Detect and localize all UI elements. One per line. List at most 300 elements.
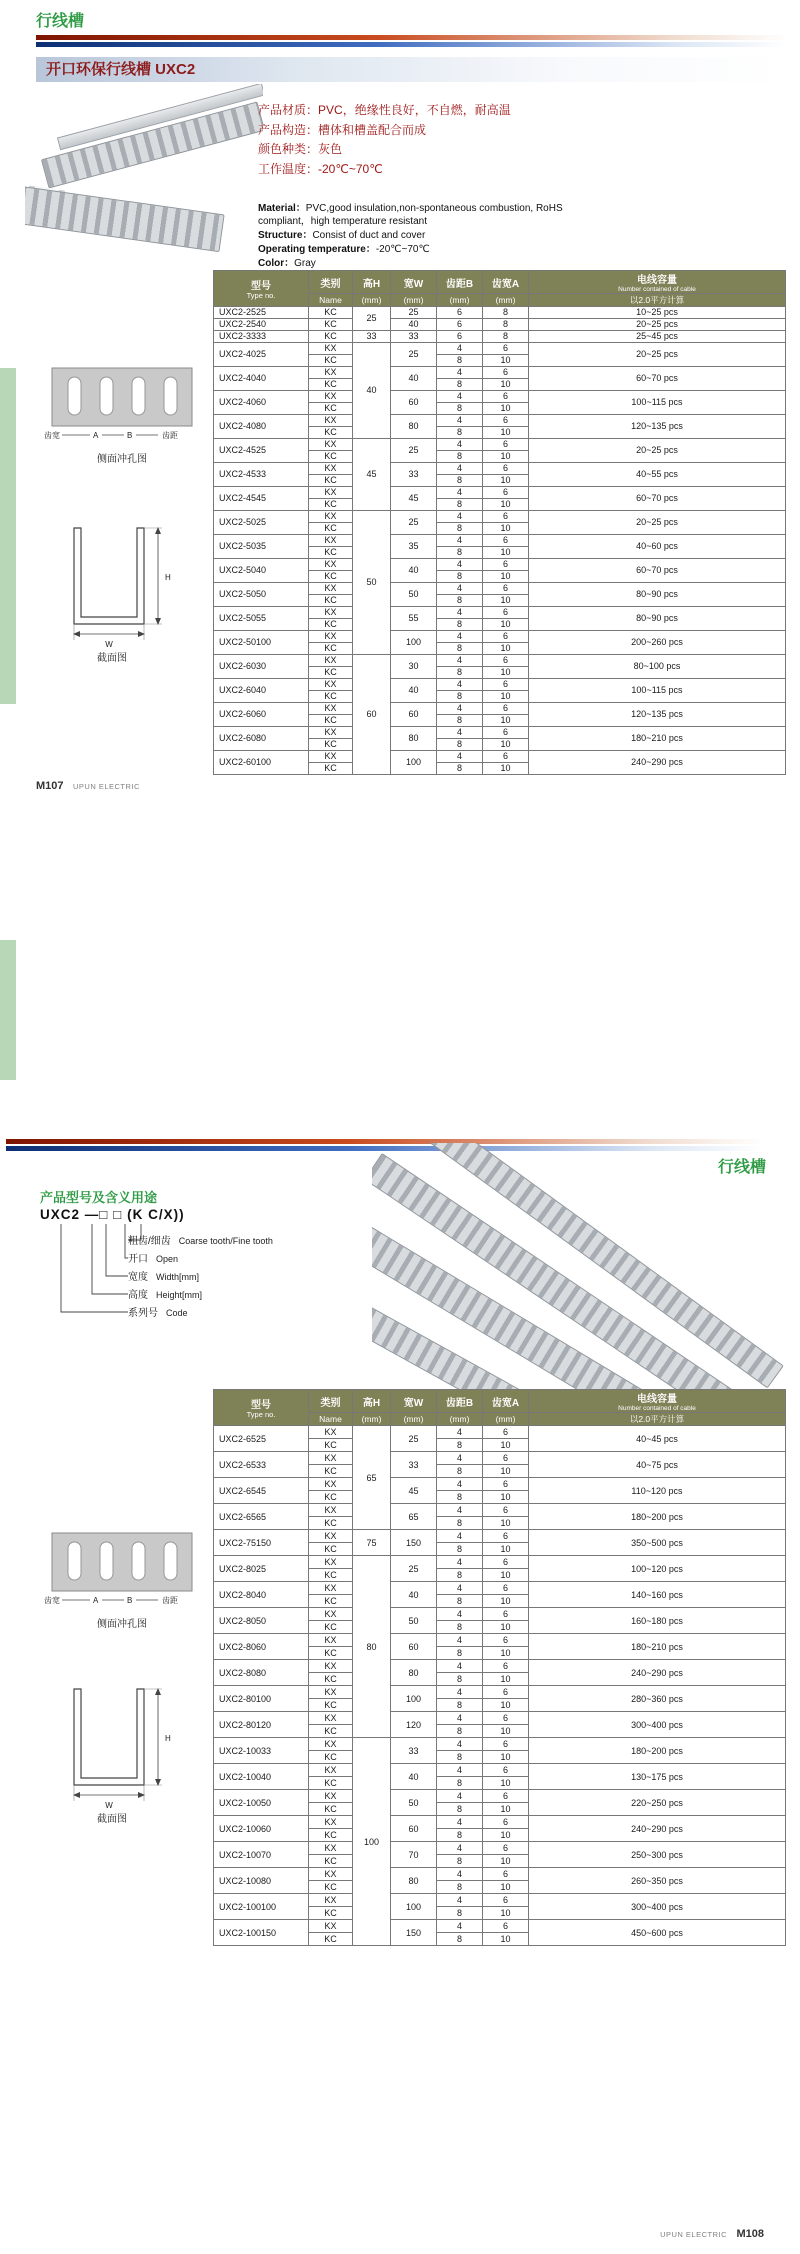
cell-cap: 180~210 pcs bbox=[529, 727, 786, 751]
cell-b: 4 bbox=[437, 559, 483, 571]
cell-name: KX bbox=[309, 1582, 353, 1595]
green-margin-strip bbox=[0, 940, 16, 1080]
cell-a: 10 bbox=[483, 1699, 529, 1712]
cell-cap: 20~25 pcs bbox=[529, 319, 786, 331]
product-specs-cn bbox=[258, 101, 511, 179]
cell-b: 4 bbox=[437, 1530, 483, 1543]
col-header-b: 齿距B bbox=[437, 271, 483, 294]
blue-gradient-rule bbox=[36, 42, 788, 47]
cell-name: KX bbox=[309, 1452, 353, 1465]
col-header-capacity: 电线容量 Number contained of cable bbox=[529, 271, 786, 294]
cell-name: KC bbox=[309, 307, 353, 319]
table-row bbox=[214, 463, 786, 475]
col-header-a-unit: (mm) bbox=[483, 294, 529, 307]
cell-name: KC bbox=[309, 379, 353, 391]
cell-b: 4 bbox=[437, 751, 483, 763]
cell-b: 4 bbox=[437, 1738, 483, 1751]
col-header-w: 宽W bbox=[391, 271, 437, 294]
cell-name: KX bbox=[309, 511, 353, 523]
cell-b: 8 bbox=[437, 715, 483, 727]
spec-line: Structure：Consist of duct and cover bbox=[258, 230, 426, 241]
cell-w: 65 bbox=[391, 1504, 437, 1530]
cell-b: 8 bbox=[437, 643, 483, 655]
cell-type: UXC2-10070 bbox=[214, 1842, 309, 1868]
cell-w: 33 bbox=[391, 1452, 437, 1478]
cell-a: 10 bbox=[483, 763, 529, 775]
cell-h: 65 bbox=[353, 1426, 391, 1530]
cell-cap: 180~200 pcs bbox=[529, 1738, 786, 1764]
cell-name: KX bbox=[309, 1816, 353, 1829]
cell-type: UXC2-100100 bbox=[214, 1894, 309, 1920]
cell-w: 33 bbox=[391, 463, 437, 487]
cell-cap: 300~400 pcs bbox=[529, 1894, 786, 1920]
cell-type: UXC2-6040 bbox=[214, 679, 309, 703]
cell-name: KC bbox=[309, 1829, 353, 1842]
cell-b: 4 bbox=[437, 1686, 483, 1699]
cell-type: UXC2-10040 bbox=[214, 1764, 309, 1790]
cell-name: KX bbox=[309, 1738, 353, 1751]
cell-h: 100 bbox=[353, 1738, 391, 1946]
cell-cap: 350~500 pcs bbox=[529, 1530, 786, 1556]
cell-b: 4 bbox=[437, 1816, 483, 1829]
page-corner-label: 行线槽 bbox=[36, 13, 85, 30]
cell-b: 6 bbox=[437, 307, 483, 319]
cell-h: 40 bbox=[353, 343, 391, 439]
cell-b: 8 bbox=[437, 1439, 483, 1452]
cell-name: KX bbox=[309, 1530, 353, 1543]
cell-name: KC bbox=[309, 1907, 353, 1920]
cell-type: UXC2-100150 bbox=[214, 1920, 309, 1946]
table-row bbox=[214, 1582, 786, 1595]
col-header-capacity-note: 以2.0平方计算 bbox=[529, 294, 786, 307]
cell-type: UXC2-5050 bbox=[214, 583, 309, 607]
cell-a: 6 bbox=[483, 415, 529, 427]
cell-type: UXC2-10080 bbox=[214, 1868, 309, 1894]
table-row bbox=[214, 679, 786, 691]
page-number: M108 bbox=[736, 2228, 764, 2240]
cell-a: 6 bbox=[483, 1608, 529, 1621]
cell-name: KC bbox=[309, 571, 353, 583]
cell-w: 60 bbox=[391, 1816, 437, 1842]
cell-w: 50 bbox=[391, 1608, 437, 1634]
cell-name: KX bbox=[309, 583, 353, 595]
col-header-b-unit: (mm) bbox=[437, 294, 483, 307]
cell-type: UXC2-6565 bbox=[214, 1504, 309, 1530]
table-row bbox=[214, 487, 786, 499]
cell-a: 6 bbox=[483, 511, 529, 523]
cell-b: 4 bbox=[437, 1842, 483, 1855]
cell-a: 6 bbox=[483, 1660, 529, 1673]
table-row bbox=[214, 415, 786, 427]
cell-type: UXC2-10050 bbox=[214, 1790, 309, 1816]
cell-cap: 80~90 pcs bbox=[529, 607, 786, 631]
cell-type: UXC2-3333 bbox=[214, 331, 309, 343]
cell-name: KC bbox=[309, 619, 353, 631]
cell-w: 60 bbox=[391, 1634, 437, 1660]
col-header-capacity: 电线容量 Number contained of cable bbox=[529, 1390, 786, 1413]
cell-w: 33 bbox=[391, 1738, 437, 1764]
cell-a: 6 bbox=[483, 607, 529, 619]
cell-a: 10 bbox=[483, 595, 529, 607]
cell-a: 6 bbox=[483, 583, 529, 595]
table-row bbox=[214, 439, 786, 451]
cell-b: 4 bbox=[437, 1712, 483, 1725]
cell-cap: 20~25 pcs bbox=[529, 343, 786, 367]
cell-h: 80 bbox=[353, 1556, 391, 1738]
cell-a: 10 bbox=[483, 643, 529, 655]
cell-b: 6 bbox=[437, 331, 483, 343]
cell-cap: 160~180 pcs bbox=[529, 1608, 786, 1634]
cell-type: UXC2-6533 bbox=[214, 1452, 309, 1478]
cell-name: KX bbox=[309, 1608, 353, 1621]
col-header-b: 齿距B bbox=[437, 1390, 483, 1413]
table-row bbox=[214, 535, 786, 547]
cell-a: 10 bbox=[483, 1829, 529, 1842]
cell-a: 6 bbox=[483, 1764, 529, 1777]
tooth-width-label: 齿宽 bbox=[44, 431, 60, 440]
col-header-name-en: Name bbox=[309, 294, 353, 307]
cell-b: 8 bbox=[437, 1543, 483, 1556]
cell-name: KX bbox=[309, 1842, 353, 1855]
cell-w: 30 bbox=[391, 655, 437, 679]
cell-cap: 140~160 pcs bbox=[529, 1582, 786, 1608]
cell-b: 8 bbox=[437, 739, 483, 751]
cell-name: KC bbox=[309, 739, 353, 751]
cell-name: KC bbox=[309, 427, 353, 439]
cell-b: 4 bbox=[437, 511, 483, 523]
cell-type: UXC2-4545 bbox=[214, 487, 309, 511]
cell-type: UXC2-75150 bbox=[214, 1530, 309, 1556]
cell-a: 10 bbox=[483, 1543, 529, 1556]
brand-name: UPUN ELECTRIC bbox=[660, 2230, 728, 2239]
cell-b: 8 bbox=[437, 1491, 483, 1504]
cell-b: 8 bbox=[437, 547, 483, 559]
page-number: M107 bbox=[36, 780, 64, 792]
cell-type: UXC2-10060 bbox=[214, 1816, 309, 1842]
cell-w: 60 bbox=[391, 391, 437, 415]
spec-line: Material：PVC,good insulation,non-spontaneous combustion, RoHS compliant，high temperature resistant bbox=[258, 203, 563, 227]
cell-a: 6 bbox=[483, 487, 529, 499]
cell-name: KC bbox=[309, 319, 353, 331]
cell-type: UXC2-10033 bbox=[214, 1738, 309, 1764]
brand-name: UPUN ELECTRIC bbox=[72, 782, 140, 791]
col-header-h-unit: (mm) bbox=[353, 1413, 391, 1426]
cell-h: 60 bbox=[353, 655, 391, 775]
cell-w: 80 bbox=[391, 1660, 437, 1686]
cross-section-caption: 截面图 bbox=[97, 653, 127, 664]
cell-b: 4 bbox=[437, 1868, 483, 1881]
cell-a: 10 bbox=[483, 1907, 529, 1920]
cell-name: KX bbox=[309, 727, 353, 739]
cell-cap: 100~120 pcs bbox=[529, 1556, 786, 1582]
cell-a: 10 bbox=[483, 1439, 529, 1452]
table-row bbox=[214, 1790, 786, 1803]
cell-name: KX bbox=[309, 679, 353, 691]
cell-type: UXC2-4025 bbox=[214, 343, 309, 367]
cell-cap: 20~25 pcs bbox=[529, 511, 786, 535]
cell-w: 150 bbox=[391, 1920, 437, 1946]
col-header-a: 齿宽A bbox=[483, 1390, 529, 1413]
cell-b: 8 bbox=[437, 1751, 483, 1764]
green-margin-strip bbox=[0, 368, 16, 704]
cell-name: KX bbox=[309, 1426, 353, 1439]
cell-a: 8 bbox=[483, 307, 529, 319]
table-row bbox=[214, 727, 786, 739]
col-header-name: 类别 bbox=[309, 271, 353, 294]
cell-type: UXC2-4080 bbox=[214, 415, 309, 439]
dim-w-label: W bbox=[105, 1801, 113, 1810]
cell-w: 25 bbox=[391, 511, 437, 535]
cell-a: 10 bbox=[483, 523, 529, 535]
cell-cap: 60~70 pcs bbox=[529, 487, 786, 511]
cell-cap: 80~90 pcs bbox=[529, 583, 786, 607]
cell-a: 6 bbox=[483, 1842, 529, 1855]
cell-a: 10 bbox=[483, 715, 529, 727]
cell-a: 10 bbox=[483, 619, 529, 631]
dim-h-label: H bbox=[165, 1734, 171, 1743]
cell-b: 8 bbox=[437, 1647, 483, 1660]
cell-cap: 240~290 pcs bbox=[529, 1816, 786, 1842]
cell-b: 8 bbox=[437, 475, 483, 487]
cell-b: 8 bbox=[437, 619, 483, 631]
cell-a: 6 bbox=[483, 631, 529, 643]
col-header-h: 高H bbox=[353, 1390, 391, 1413]
col-header-name: 类别 bbox=[309, 1390, 353, 1413]
side-punch-diagram bbox=[42, 1531, 202, 1640]
side-view-caption: 侧面冲孔图 bbox=[97, 1619, 147, 1630]
cell-a: 10 bbox=[483, 1933, 529, 1946]
cell-type: UXC2-4040 bbox=[214, 367, 309, 391]
cell-a: 6 bbox=[483, 1816, 529, 1829]
cell-a: 10 bbox=[483, 571, 529, 583]
cell-a: 6 bbox=[483, 1426, 529, 1439]
cell-name: KX bbox=[309, 1504, 353, 1517]
cell-name: KC bbox=[309, 1699, 353, 1712]
model-code-heading: 产品型号及含义用途 bbox=[40, 1190, 158, 1205]
cell-b: 4 bbox=[437, 679, 483, 691]
cell-name: KC bbox=[309, 475, 353, 487]
cross-section-diagram bbox=[44, 1683, 196, 1830]
table-row bbox=[214, 1660, 786, 1673]
cell-a: 6 bbox=[483, 1582, 529, 1595]
cell-name: KX bbox=[309, 1920, 353, 1933]
cell-name: KC bbox=[309, 1855, 353, 1868]
table-body bbox=[214, 1426, 786, 1946]
cell-a: 10 bbox=[483, 1569, 529, 1582]
cell-w: 40 bbox=[391, 1582, 437, 1608]
col-header-capacity-note: 以2.0平方计算 bbox=[529, 1413, 786, 1426]
code-label-open: 开口 Open bbox=[128, 1254, 179, 1265]
cross-section-drawing bbox=[44, 522, 196, 664]
cell-b: 8 bbox=[437, 355, 483, 367]
cell-a: 10 bbox=[483, 667, 529, 679]
cell-b: 4 bbox=[437, 1608, 483, 1621]
spec-table-2 bbox=[213, 1389, 786, 1946]
cell-a: 6 bbox=[483, 1530, 529, 1543]
cell-type: UXC2-8025 bbox=[214, 1556, 309, 1582]
cell-b: 4 bbox=[437, 1582, 483, 1595]
cell-cap: 260~350 pcs bbox=[529, 1868, 786, 1894]
table-row bbox=[214, 1712, 786, 1725]
cell-type: UXC2-2540 bbox=[214, 319, 309, 331]
cell-w: 150 bbox=[391, 1530, 437, 1556]
dim-w-label: W bbox=[105, 640, 113, 649]
cell-type: UXC2-50100 bbox=[214, 631, 309, 655]
cell-cap: 80~100 pcs bbox=[529, 655, 786, 679]
red-gradient-rule bbox=[36, 35, 788, 40]
catalog-page-2 bbox=[0, 1127, 800, 2254]
cell-b: 4 bbox=[437, 1452, 483, 1465]
cell-cap: 180~210 pcs bbox=[529, 1634, 786, 1660]
cell-cap: 120~135 pcs bbox=[529, 415, 786, 439]
code-label-width: 宽度 Width[mm] bbox=[128, 1272, 200, 1283]
cell-name: KC bbox=[309, 1439, 353, 1452]
cell-cap: 450~600 pcs bbox=[529, 1920, 786, 1946]
cell-b: 8 bbox=[437, 1699, 483, 1712]
cell-b: 8 bbox=[437, 1569, 483, 1582]
product-specs-en bbox=[258, 202, 590, 271]
cell-w: 100 bbox=[391, 1686, 437, 1712]
cell-b: 8 bbox=[437, 1517, 483, 1530]
table-row bbox=[214, 319, 786, 331]
cell-w: 100 bbox=[391, 631, 437, 655]
table-row bbox=[214, 1530, 786, 1543]
table-row bbox=[214, 307, 786, 319]
cell-b: 4 bbox=[437, 1556, 483, 1569]
cell-a: 6 bbox=[483, 1686, 529, 1699]
page-footer bbox=[36, 776, 145, 794]
side-punch-diagram bbox=[42, 366, 202, 475]
cell-name: KX bbox=[309, 1686, 353, 1699]
cell-cap: 100~115 pcs bbox=[529, 679, 786, 703]
cell-b: 8 bbox=[437, 763, 483, 775]
tooth-pitch-label: 齿距 bbox=[162, 1596, 178, 1605]
table-row bbox=[214, 1608, 786, 1621]
spec-line: Color：Gray bbox=[258, 258, 316, 269]
cell-cap: 180~200 pcs bbox=[529, 1504, 786, 1530]
table-header bbox=[214, 271, 786, 307]
col-header-type: 型号 Type no. bbox=[214, 271, 309, 307]
cell-b: 8 bbox=[437, 1725, 483, 1738]
cell-b: 8 bbox=[437, 595, 483, 607]
cell-b: 4 bbox=[437, 727, 483, 739]
cell-a: 10 bbox=[483, 1725, 529, 1738]
table-row bbox=[214, 559, 786, 571]
table-row bbox=[214, 1504, 786, 1517]
cell-name: KC bbox=[309, 715, 353, 727]
cell-a: 10 bbox=[483, 1673, 529, 1686]
cell-type: UXC2-8060 bbox=[214, 1634, 309, 1660]
spec-table-1 bbox=[213, 270, 786, 775]
cell-w: 25 bbox=[391, 1556, 437, 1582]
cell-cap: 40~75 pcs bbox=[529, 1452, 786, 1478]
cell-name: KX bbox=[309, 703, 353, 715]
cell-name: KC bbox=[309, 547, 353, 559]
cell-type: UXC2-5040 bbox=[214, 559, 309, 583]
cell-type: UXC2-5025 bbox=[214, 511, 309, 535]
cell-name: KX bbox=[309, 1868, 353, 1881]
col-header-type: 型号 Type no. bbox=[214, 1390, 309, 1426]
cell-b: 4 bbox=[437, 1634, 483, 1647]
table-header bbox=[214, 1390, 786, 1426]
cell-a: 6 bbox=[483, 1556, 529, 1569]
cell-name: KC bbox=[309, 1933, 353, 1946]
cell-a: 10 bbox=[483, 1803, 529, 1816]
cell-name: KC bbox=[309, 1569, 353, 1582]
cell-w: 45 bbox=[391, 1478, 437, 1504]
table-row bbox=[214, 1634, 786, 1647]
spec-line: Operating temperature：-20℃~70℃ bbox=[258, 244, 430, 255]
cell-a: 10 bbox=[483, 1465, 529, 1478]
cell-a: 10 bbox=[483, 739, 529, 751]
cell-a: 10 bbox=[483, 403, 529, 415]
table-row bbox=[214, 331, 786, 343]
cell-name: KC bbox=[309, 1517, 353, 1530]
cell-cap: 100~115 pcs bbox=[529, 391, 786, 415]
cell-w: 100 bbox=[391, 1894, 437, 1920]
cell-name: KC bbox=[309, 1491, 353, 1504]
cell-b: 8 bbox=[437, 1595, 483, 1608]
cell-a: 10 bbox=[483, 1777, 529, 1790]
table-row bbox=[214, 607, 786, 619]
cell-cap: 240~290 pcs bbox=[529, 1660, 786, 1686]
cell-name: KX bbox=[309, 1634, 353, 1647]
cell-w: 33 bbox=[391, 331, 437, 343]
cell-w: 55 bbox=[391, 607, 437, 631]
table-row bbox=[214, 1816, 786, 1829]
cell-a: 10 bbox=[483, 1517, 529, 1530]
cell-b: 8 bbox=[437, 1907, 483, 1920]
cell-name: KX bbox=[309, 1478, 353, 1491]
cell-type: UXC2-6525 bbox=[214, 1426, 309, 1452]
cell-name: KX bbox=[309, 631, 353, 643]
cell-a: 10 bbox=[483, 427, 529, 439]
cell-b: 4 bbox=[437, 703, 483, 715]
cell-w: 100 bbox=[391, 751, 437, 775]
cell-a: 6 bbox=[483, 1894, 529, 1907]
cell-name: KX bbox=[309, 655, 353, 667]
cell-name: KX bbox=[309, 1660, 353, 1673]
cell-type: UXC2-60100 bbox=[214, 751, 309, 775]
cell-a: 10 bbox=[483, 1647, 529, 1660]
cell-cap: 200~260 pcs bbox=[529, 631, 786, 655]
spec-table-1-wrap bbox=[213, 270, 786, 775]
cell-cap: 40~45 pcs bbox=[529, 1426, 786, 1452]
cell-b: 8 bbox=[437, 403, 483, 415]
cell-a: 8 bbox=[483, 319, 529, 331]
cell-b: 4 bbox=[437, 1894, 483, 1907]
cell-name: KX bbox=[309, 607, 353, 619]
cell-a: 10 bbox=[483, 1491, 529, 1504]
cell-a: 10 bbox=[483, 379, 529, 391]
cell-name: KC bbox=[309, 691, 353, 703]
cell-name: KC bbox=[309, 1595, 353, 1608]
cell-w: 70 bbox=[391, 1842, 437, 1868]
cell-name: KX bbox=[309, 439, 353, 451]
cell-name: KX bbox=[309, 415, 353, 427]
cell-w: 40 bbox=[391, 679, 437, 703]
cell-w: 25 bbox=[391, 439, 437, 463]
cell-name: KC bbox=[309, 1803, 353, 1816]
cell-b: 4 bbox=[437, 1504, 483, 1517]
table-row bbox=[214, 1868, 786, 1881]
cell-name: KX bbox=[309, 1556, 353, 1569]
product-photo bbox=[372, 1143, 796, 1409]
cell-a: 10 bbox=[483, 547, 529, 559]
cell-b: 8 bbox=[437, 499, 483, 511]
cell-h: 33 bbox=[353, 331, 391, 343]
cell-a: 6 bbox=[483, 559, 529, 571]
